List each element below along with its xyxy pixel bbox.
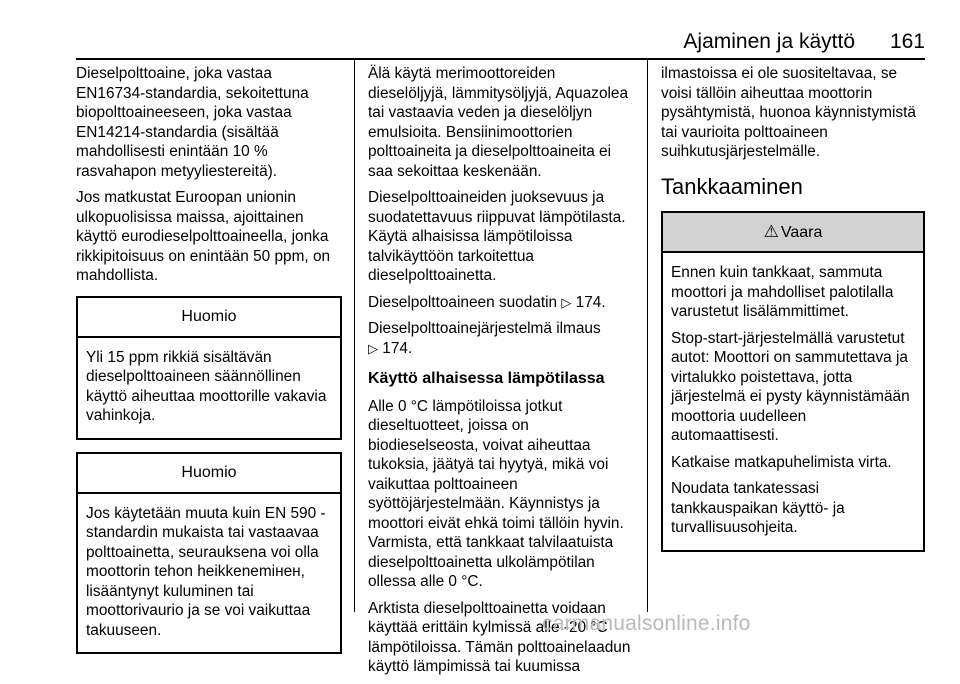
header-title: Ajaminen ja käyttö xyxy=(683,30,855,53)
warning-header xyxy=(663,213,923,253)
notice-box xyxy=(76,296,342,440)
warning-box xyxy=(661,211,925,552)
warning-triangle-icon: ⚠ xyxy=(763,222,779,241)
paragraph: ilmastoissa ei ole suositeltavaa, se voisi tällöin aiheuttaa moottorin pysähtymistä, huonoa käynnistymistä tai vaurioita polttoaineen suihkutusjärjestelmälle. xyxy=(661,65,916,160)
reference-text: Dieselpolttoainejärjestelmä ilmaus xyxy=(368,320,601,337)
header-rule xyxy=(76,58,925,60)
notice-box xyxy=(76,452,342,655)
notice-text: Jos käytetään muuta kuin EN 590 -standardin mukaista tai vastaavaa polttoainetta, seurauksena voi olla moottorin tehon heikkenemінен, lisääntynyt kuluminen tai moottorivaurio ja se voi vaikuttaa takuuseen. xyxy=(86,504,326,639)
column-1 xyxy=(76,64,342,654)
paragraph: Dieselpolttoaineiden juoksevuus ja suodatettavuus riippuvat lämpötilasta. Käytä alhaisissa lämpötiloissa talvikäyttöön tarkoitettua dieselpolttoainetta. xyxy=(368,189,626,284)
cross-reference[interactable] xyxy=(368,319,634,358)
page-ref-arrow-icon: ▷ xyxy=(561,294,572,310)
warning-text: Noudata tankatessasi tankkauspaikan käyttö- ja turvallisuusohjeita. xyxy=(671,480,845,536)
column-divider-2 xyxy=(647,60,648,612)
subsection-heading: Käyttö alhaisessa lämpötilassa xyxy=(368,370,605,387)
notice-title: Huomio xyxy=(78,454,340,494)
warning-text: Ennen kuin tankkaat, sammuta moottori ja mahdolliset palotilalla varustetut lisälämmittimet. xyxy=(671,264,894,320)
watermark: carmanualsonline.info xyxy=(542,612,751,635)
warning-text: Stop-start-järjestelmällä varustetut autot: Moottori on sammutettava ja virtalukko poistettava, jotta järjestelmä ei pysty käynnistämään moottoria uudelleen automaattisesti. xyxy=(671,329,910,444)
paragraph: Dieselpolttoaine, joka vastaa EN16734-standardia, sekoitettuna biopolttoaineeseen, joka vastaa EN14214-standardia (sisältää mahdollisesti enintään 10 % rasvahapon metyyliestereitä). xyxy=(76,65,309,180)
reference-text: Dieselpolttoaineen suodatin xyxy=(368,293,558,311)
warning-text: Katkaise matkapuhelimista virta. xyxy=(671,453,892,471)
section-title: Tankkaaminen xyxy=(661,173,803,199)
paragraph: Jos matkustat Euroopan unionin ulkopuolisissa maissa, ajoittainen käyttö eurodieselpolttoaineella, jonka rikkipitoisuus on enintään 50 ppm, on mahdollista. xyxy=(76,189,331,284)
reference-page: 174. xyxy=(382,339,413,357)
warning-title: Vaara xyxy=(780,224,823,241)
paragraph: Älä käytä merimoottoreiden dieselöljyjä, lämmitysöljyjä, Aquazolea tai vastaavia veden ja dieselöljyn emulsioita. Bensiinimoottorien polttoaineita ja dieselpolttoaineita ei saa sekoittaa keskenään. xyxy=(368,65,629,180)
paragraph: Arktista dieselpolttoainetta voidaan käyttää erittäin kylmissä alle -20 °C lämpötiloissa. Tämän polttoainelaadun käyttö lämpimissä tai kuumissa xyxy=(368,599,631,675)
page-number: 161 xyxy=(889,30,925,53)
notice-title: Huomio xyxy=(78,298,340,338)
notice-text: Yli 15 ppm rikkiä sisältävän dieselpolttoaineen säännöllinen käyttö aiheuttaa moottorille vakavia vahinkoja. xyxy=(86,348,327,424)
page-header xyxy=(76,24,925,60)
column-2 xyxy=(368,64,634,684)
column-divider-1 xyxy=(354,60,355,612)
column-3 xyxy=(661,64,925,552)
reference-page: 174. xyxy=(575,293,606,311)
page-ref-arrow-icon: ▷ xyxy=(368,340,378,356)
paragraph: Alle 0 °C lämpötiloissa jotkut dieseltuotteet, joissa on biodieselseosta, voivat aiheuttaa tukoksia, jäätyä tai hyytyä, mikä voi vaikuttaa polttoaineen syöttöjärjestelmään. Käynnistys ja moottori eivät ehkä toimi tällöin hyvin. Varmista, että tankkaat talvilaatuista dieselpolttoainetta ulkolämpötilan ollessa alle 0 °C. xyxy=(368,397,624,590)
cross-reference[interactable] xyxy=(368,293,634,313)
